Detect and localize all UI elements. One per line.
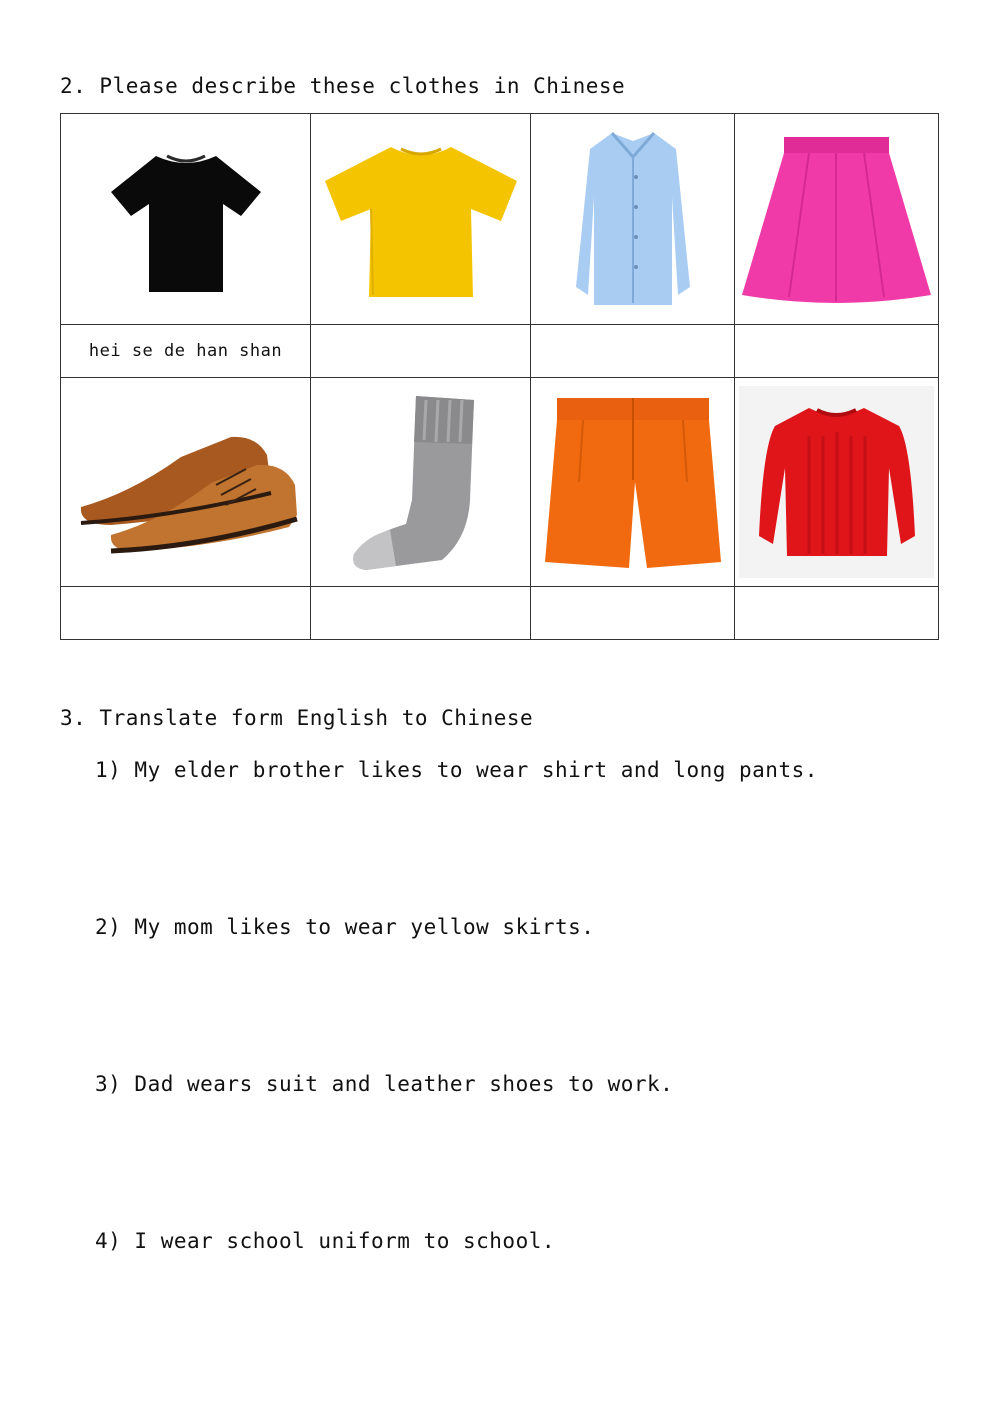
table-cell	[61, 378, 311, 587]
answer-cell[interactable]	[531, 587, 735, 640]
translate-sentence-1: 1) My elder brother likes to wear shirt and long pants.	[95, 758, 818, 782]
blue-dress-shirt-icon	[568, 127, 698, 312]
pink-skirt-icon	[739, 129, 934, 309]
answer-cell[interactable]	[61, 587, 311, 640]
red-sweater-icon	[739, 386, 934, 578]
clothes-table	[60, 113, 939, 640]
translate-sentence-2: 2) My mom likes to wear yellow skirts.	[95, 915, 595, 939]
black-tshirt-icon	[101, 134, 271, 304]
yellow-tshirt-icon	[321, 129, 521, 309]
table-row	[61, 378, 939, 587]
table-cell	[735, 114, 939, 325]
answer-cell[interactable]	[531, 325, 735, 378]
answer-text: hei se de han shan	[88, 341, 283, 361]
answer-cell[interactable]	[61, 325, 311, 378]
table-cell	[531, 378, 735, 587]
translate-sentence-4: 4) I wear school uniform to school.	[95, 1229, 556, 1253]
table-row	[61, 587, 939, 640]
answer-cell[interactable]	[735, 325, 939, 378]
table-cell	[311, 378, 531, 587]
table-cell	[61, 114, 311, 325]
table-row	[61, 325, 939, 378]
answer-cell[interactable]	[311, 587, 531, 640]
table-cell	[735, 378, 939, 587]
table-row	[61, 114, 939, 325]
table-cell	[311, 114, 531, 325]
section2-heading: 2. Please describe these clothes in Chinese	[60, 74, 626, 98]
brown-leather-shoes-icon	[71, 407, 301, 557]
section3-heading: 3. Translate form English to Chinese	[60, 706, 534, 730]
orange-shorts-icon	[543, 392, 723, 572]
table-cell	[531, 114, 735, 325]
answer-cell[interactable]	[311, 325, 531, 378]
grey-sock-icon	[346, 390, 496, 575]
answer-cell[interactable]	[735, 587, 939, 640]
translate-sentence-3: 3) Dad wears suit and leather shoes to work.	[95, 1072, 674, 1096]
